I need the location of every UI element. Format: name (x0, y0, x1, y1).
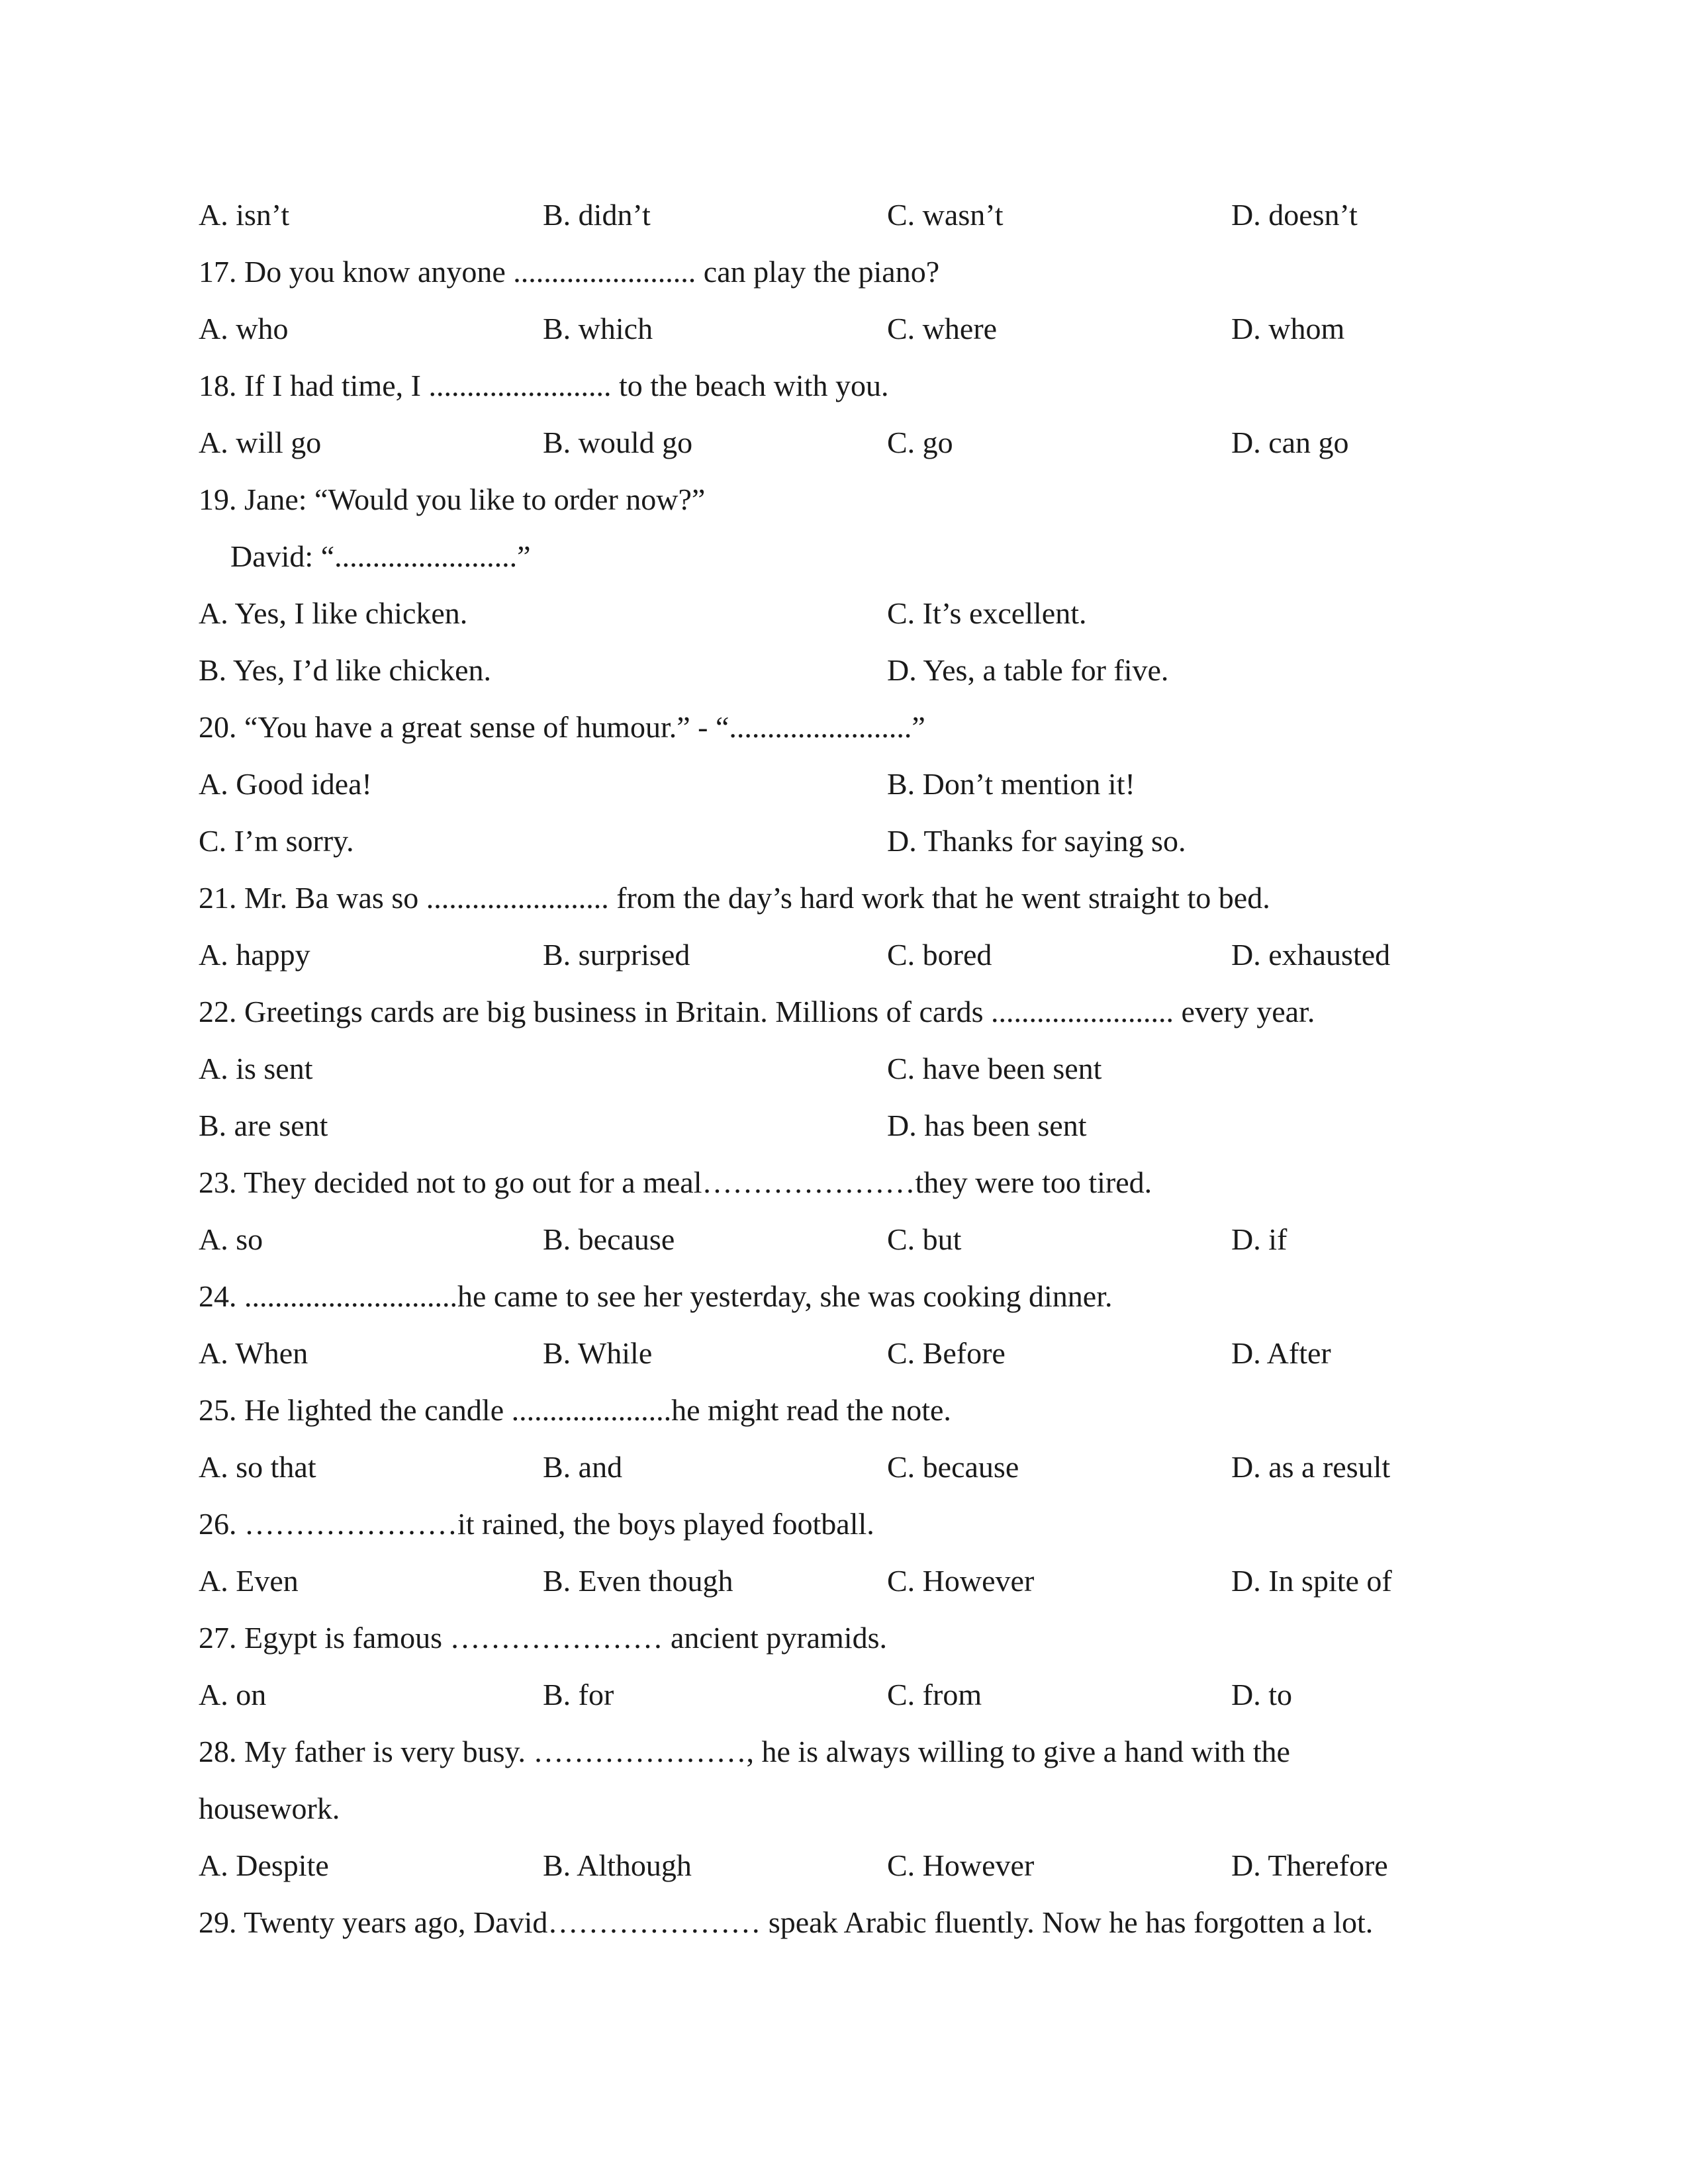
question-line (0, 1154, 1688, 1211)
option-right: D. has been sent (887, 1109, 1087, 1142)
question-line (0, 244, 1688, 300)
question-line (0, 983, 1688, 1040)
question-line (0, 1496, 1688, 1553)
options-row (0, 927, 1688, 983)
option-a: A. isn’t (199, 198, 290, 232)
option-c: C. because (887, 1450, 1019, 1484)
option-d: D. Therefore (1231, 1848, 1388, 1882)
options-row (0, 414, 1688, 471)
options-row (0, 300, 1688, 357)
option-b: B. While (543, 1336, 653, 1370)
option-left: C. I’m sorry. (199, 824, 354, 858)
option-right: D. Yes, a table for five. (887, 653, 1169, 687)
question-text: 23. They decided not to go out for a meal…………………they were too tired. (199, 1165, 1152, 1199)
option-d: D. as a result (1231, 1450, 1391, 1484)
question-line (0, 870, 1688, 927)
option-b: B. would go (543, 426, 693, 459)
question-line (0, 471, 1688, 528)
options-row (0, 813, 1688, 870)
option-a: A. When (199, 1336, 308, 1370)
option-a: A. will go (199, 426, 322, 459)
question-line (0, 1268, 1688, 1325)
option-c: C. However (887, 1564, 1035, 1598)
option-b: B. which (543, 312, 653, 345)
question-text: 21. Mr. Ba was so ........................ from the day’s hard work that he went straight to bed. (199, 881, 1270, 915)
option-c: C. but (887, 1222, 962, 1256)
option-a: A. Despite (199, 1848, 329, 1882)
options-row (0, 585, 1688, 642)
question-line (0, 1723, 1688, 1780)
option-right: D. Thanks for saying so. (887, 824, 1186, 858)
question-line (0, 1780, 1688, 1837)
options-row (0, 1666, 1688, 1723)
option-c: C. bored (887, 938, 992, 972)
option-d: D. if (1231, 1222, 1288, 1256)
dialogue-line (0, 528, 1688, 585)
option-c: C. However (887, 1848, 1035, 1882)
question-text: 19. Jane: “Would you like to order now?” (199, 482, 706, 516)
option-b: B. Even though (543, 1564, 733, 1598)
question-text: 17. Do you know anyone ........................ can play the piano? (199, 255, 940, 289)
question-text: 27. Egypt is famous ………………… ancient pyramids. (199, 1621, 887, 1655)
options-row (0, 1211, 1688, 1268)
option-c: C. where (887, 312, 998, 345)
option-right: C. have been sent (887, 1052, 1102, 1085)
options-row (0, 1097, 1688, 1154)
options-row (0, 1040, 1688, 1097)
question-line (0, 1610, 1688, 1666)
options-row (0, 1325, 1688, 1382)
option-right: C. It’s excellent. (887, 596, 1087, 630)
question-text: 25. He lighted the candle .....................he might read the note. (199, 1393, 951, 1427)
option-right: B. Don’t mention it! (887, 767, 1135, 801)
question-text: 18. If I had time, I ........................ to the beach with you. (199, 369, 889, 402)
option-c: C. wasn’t (887, 198, 1004, 232)
options-row (0, 187, 1688, 244)
option-d: D. In spite of (1231, 1564, 1392, 1598)
option-a: A. so that (199, 1450, 316, 1484)
option-left: B. are sent (199, 1109, 328, 1142)
option-a: A. on (199, 1678, 267, 1711)
question-text: 29. Twenty years ago, David………………… speak Arabic fluently. Now he has forgotten a lot. (199, 1905, 1374, 1939)
option-left: B. Yes, I’d like chicken. (199, 653, 492, 687)
option-d: D. can go (1231, 426, 1349, 459)
option-c: C. from (887, 1678, 982, 1711)
option-left: A. Yes, I like chicken. (199, 596, 468, 630)
option-b: B. surprised (543, 938, 690, 972)
option-d: D. whom (1231, 312, 1345, 345)
option-a: A. so (199, 1222, 263, 1256)
option-d: D. exhausted (1231, 938, 1391, 972)
question-line (0, 1382, 1688, 1439)
question-line (0, 1894, 1688, 1951)
options-row (0, 1837, 1688, 1894)
option-b: B. didn’t (543, 198, 651, 232)
question-line (0, 357, 1688, 414)
option-b: B. and (543, 1450, 623, 1484)
question-text: 28. My father is very busy. …………………, he is always willing to give a hand with the (199, 1735, 1290, 1768)
option-a: A. who (199, 312, 289, 345)
option-d: D. After (1231, 1336, 1331, 1370)
option-b: B. because (543, 1222, 675, 1256)
option-c: C. Before (887, 1336, 1006, 1370)
question-line (0, 699, 1688, 756)
options-row (0, 1553, 1688, 1610)
dialogue-text: David: “........................” (230, 539, 531, 573)
question-text: 20. “You have a great sense of humour.” - “........................” (199, 710, 925, 744)
option-left: A. is sent (199, 1052, 313, 1085)
option-a: A. happy (199, 938, 310, 972)
options-row (0, 756, 1688, 813)
question-text: 26. …………………it rained, the boys played football. (199, 1507, 874, 1541)
option-d: D. doesn’t (1231, 198, 1358, 232)
question-text: housework. (199, 1792, 340, 1825)
options-row (0, 1439, 1688, 1496)
option-b: B. for (543, 1678, 614, 1711)
option-left: A. Good idea! (199, 767, 372, 801)
option-c: C. go (887, 426, 953, 459)
option-b: B. Although (543, 1848, 692, 1882)
question-text: 24. ............................he came to see her yesterday, she was cooking dinner. (199, 1279, 1113, 1313)
question-text: 22. Greetings cards are big business in Britain. Millions of cards ........................ every year. (199, 995, 1315, 1028)
option-d: D. to (1231, 1678, 1292, 1711)
option-a: A. Even (199, 1564, 299, 1598)
options-row (0, 642, 1688, 699)
